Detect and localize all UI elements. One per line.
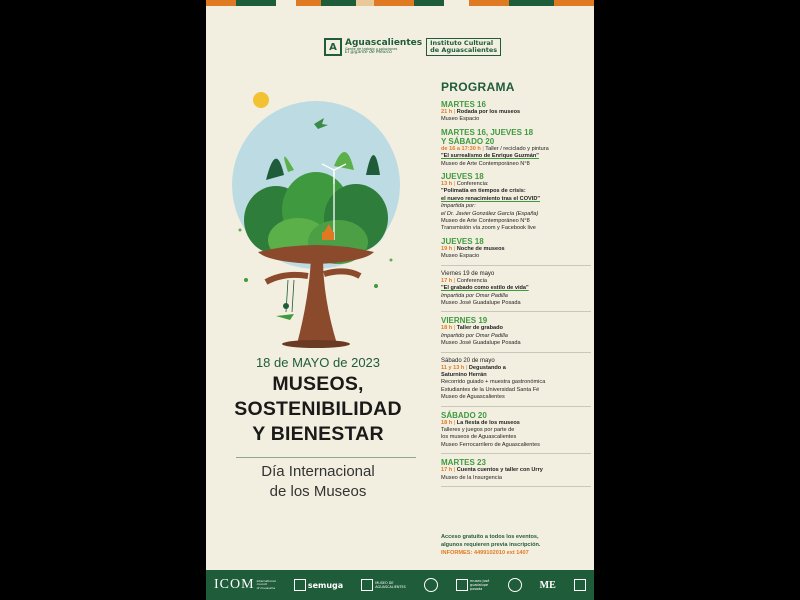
event-text: Transmisión vía zoom y Facebook live — [441, 225, 536, 232]
event-line — [441, 442, 591, 449]
event-line — [441, 467, 591, 474]
stripe-segment — [356, 0, 374, 6]
event-text: Museo José Guadalupe Posada — [441, 299, 521, 306]
time-separator: | — [452, 277, 457, 284]
event-time: 17 h — [441, 467, 453, 474]
event-separator — [441, 406, 591, 407]
event-line — [441, 340, 591, 347]
event-text: Museo Espacio — [441, 116, 480, 123]
event-text: Taller de grabado — [456, 325, 503, 332]
event-text: Conferencia: — [456, 181, 489, 188]
event-line — [441, 427, 591, 434]
event-line — [441, 475, 591, 482]
time-separator: | — [452, 181, 457, 188]
event-text: Saturnino Herrán — [441, 371, 487, 378]
round-emblem-icon — [424, 578, 438, 592]
event-text: Degustando a — [468, 364, 506, 371]
event-day: JUEVES 18 — [441, 172, 484, 182]
semuga-name: semuga — [307, 580, 344, 590]
stripe-segment — [296, 0, 321, 6]
informes-label: INFORMES: — [441, 550, 473, 556]
stripe-segment — [444, 0, 469, 6]
event-separator — [441, 311, 591, 312]
event-day: MARTES 23 — [441, 458, 486, 468]
event-line — [441, 161, 591, 168]
event-text: Impartida por Omar Padilla — [441, 292, 508, 299]
event-time: 13 h — [441, 181, 453, 188]
event-line — [441, 225, 591, 232]
museo-ags-mark-icon — [361, 579, 373, 591]
subtitle-line-2: de los Museos — [269, 483, 367, 500]
event-day: SÁBADO 20 — [441, 410, 487, 420]
event-text: Noche de museos — [456, 245, 505, 252]
event-text: Museo de Aguascalientes — [441, 394, 505, 401]
access-line-1: Acceso gratuito a todos los eventos, — [441, 534, 539, 540]
event-text: los museos de Aguascalientes — [441, 434, 517, 441]
top-color-stripe — [206, 0, 594, 6]
swing-child-icon — [276, 280, 294, 320]
instituto-line2: de Aguascalientes — [430, 46, 498, 54]
event-day: VIERNES 19 — [441, 316, 488, 326]
subtitle — [206, 462, 430, 502]
event-time: 17 h — [441, 277, 453, 284]
event-line — [441, 434, 591, 441]
event-line — [441, 181, 591, 188]
event-line — [441, 218, 591, 225]
event-line — [441, 188, 591, 195]
event-text: Conferencia — [456, 277, 487, 284]
museum-round-logo — [424, 578, 438, 592]
event-text: "Polimatía en tiempos de crisis: — [441, 188, 526, 195]
event-day: Y SÁBADO 20 — [441, 136, 495, 146]
program-event — [441, 411, 591, 450]
posada-line-3: posada — [470, 587, 483, 591]
event-line — [441, 379, 591, 386]
me-mark: ME — [539, 579, 556, 591]
building-icon — [574, 579, 586, 591]
event-text: Recorrido guiado + muestra gastronómica — [441, 379, 546, 386]
instituto-cultural-logo — [426, 38, 501, 56]
event-line — [441, 293, 591, 300]
event-separator — [441, 453, 591, 454]
time-separator: | — [480, 145, 486, 152]
event-line — [441, 109, 591, 116]
event-text: Museo de la Insurgencia — [441, 474, 502, 481]
informes-phone: 4499102010 ext 1407 — [473, 550, 529, 556]
aguascalientes-logo — [324, 38, 422, 56]
event-text: Rodada por los museos — [456, 109, 521, 115]
program-section — [441, 80, 591, 491]
event-text: Museo José Guadalupe Posada — [441, 340, 521, 347]
aguascalientes-logo-tagline: Gente de trabajo y soluciones — [345, 46, 398, 51]
event-text: el nuevo renacimiento tras el COVID" — [441, 195, 541, 202]
stripe-segment — [236, 0, 276, 6]
icom-name: ICOM — [214, 577, 255, 592]
museo-ags-line-2: AGUASCALIENTES — [375, 585, 406, 589]
event-day: Viernes 19 de mayo — [441, 270, 495, 277]
access-line-2: algunos requieren previa inscripción. — [441, 542, 541, 548]
seal-logo — [508, 578, 522, 592]
time-separator: | — [452, 419, 457, 426]
program-title: PROGRAMA — [441, 80, 515, 94]
program-event — [441, 128, 591, 168]
me-logo — [540, 580, 556, 591]
posada-line-2: guadalupe — [470, 583, 488, 587]
sun-icon — [253, 92, 269, 108]
footer-logos — [206, 570, 594, 600]
event-text: Museo Ferrocarrilero de Aguascalientes — [441, 441, 540, 448]
instituto-line1: Instituto Cultural — [430, 39, 494, 48]
aguascalientes-emblem-icon: A — [324, 38, 342, 56]
seal-emblem-icon — [508, 578, 522, 592]
time-separator: | — [452, 467, 457, 474]
event-line — [441, 325, 591, 332]
icom-sub-1: international — [256, 578, 276, 583]
event-time: 19 h — [441, 245, 453, 252]
time-separator: | — [452, 325, 457, 332]
stripe-segment — [321, 0, 356, 6]
museo-aguascalientes-logo — [361, 579, 405, 591]
program-event — [441, 458, 591, 482]
event-separator — [441, 486, 591, 487]
posada-logo — [456, 579, 489, 591]
program-event — [441, 270, 591, 308]
program-event — [441, 357, 591, 402]
headline-line-1: MUSEOS, — [272, 373, 364, 395]
informes-line — [441, 549, 591, 557]
stripe-segment — [509, 0, 554, 6]
event-text: Cuenta cuentos y taller con Urry — [456, 467, 543, 474]
title-divider — [236, 457, 416, 458]
program-event — [441, 316, 591, 347]
event-day: Sábado 20 de mayo — [441, 357, 495, 364]
event-text: Talleres y juegos por parte de — [441, 426, 515, 433]
tree-globe-illustration — [216, 80, 416, 350]
aguascalientes-logo-name: Aguascalientes — [345, 37, 423, 48]
event-line — [441, 394, 591, 401]
event-line — [441, 203, 591, 210]
headline — [206, 372, 430, 447]
event-day: JUEVES 18 — [441, 236, 484, 246]
tree-trunk — [266, 258, 360, 348]
stripe-segment — [374, 0, 414, 6]
event-text: Impartido por Omar Padilla — [441, 332, 508, 339]
event-line — [441, 253, 591, 260]
aguascalientes-logo-slogan: El gigante de México — [345, 50, 392, 55]
icom-sub-3: of museums — [256, 585, 276, 590]
program-events — [441, 100, 591, 487]
semuga-logo — [294, 579, 343, 591]
event-line — [441, 285, 591, 292]
access-info — [441, 533, 591, 557]
event-line — [441, 278, 591, 285]
event-poster — [206, 0, 594, 600]
event-line — [441, 246, 591, 253]
subtitle-line-1: Día Internacional — [261, 463, 375, 480]
event-text: Museo Espacio — [441, 253, 480, 260]
event-day: MARTES 16 — [441, 100, 486, 109]
posada-mark-icon — [456, 579, 468, 591]
event-day: MARTES 16, JUEVES 18 — [441, 127, 534, 137]
time-separator: | — [464, 364, 469, 371]
time-separator: | — [452, 245, 457, 252]
program-event — [441, 237, 591, 261]
event-time: 18 h — [441, 419, 453, 426]
event-time: 21 h — [441, 109, 453, 115]
event-time: 11 y 13 h — [441, 364, 465, 371]
event-text: Museo de Arte Contemporáneo N°8 — [441, 160, 530, 167]
stripe-segment — [414, 0, 444, 6]
event-text: Museo de Arte Contemporáneo N°8 — [441, 218, 530, 225]
event-time: 18 h — [441, 325, 453, 332]
program-event — [441, 172, 591, 233]
event-separator — [441, 265, 591, 266]
event-time: de 16 a 17:30 h — [441, 145, 481, 152]
event-line — [441, 146, 591, 153]
event-line — [441, 333, 591, 340]
headline-line-3: Y BIENESTAR — [252, 423, 384, 445]
time-separator: | — [452, 109, 457, 115]
event-line — [441, 372, 591, 379]
event-line — [441, 300, 591, 307]
headline-line-2: SOSTENIBILIDAD — [234, 398, 402, 420]
museo-ags-line-1: MUSEO DE — [375, 581, 394, 585]
event-text: Impartida por: — [441, 203, 476, 210]
event-date: 18 de MAYO de 2023 — [255, 355, 381, 370]
event-line — [441, 211, 591, 218]
event-separator — [441, 352, 591, 353]
event-text: Taller / reciclado y pintura — [485, 145, 549, 152]
event-text: "El grabado como estilo de vida" — [441, 285, 529, 292]
icom-logo — [214, 577, 276, 593]
event-text: Estudiantes de la Universidad Santa Fé — [441, 386, 540, 393]
event-line — [441, 365, 591, 372]
stripe-segment — [276, 0, 296, 6]
event-line — [441, 153, 591, 160]
event-line — [441, 196, 591, 203]
event-line — [441, 116, 591, 123]
program-event — [441, 100, 591, 124]
posada-line-1: museo josé — [470, 579, 490, 583]
top-logos — [324, 38, 501, 56]
event-text: La fiesta de los museos — [456, 419, 520, 426]
event-line — [441, 387, 591, 394]
event-text: "El surrealismo de Enrique Guzmán" — [441, 153, 539, 160]
event-text: el Dr. Javier González García (España) — [441, 210, 539, 217]
stripe-segment — [206, 0, 236, 6]
stripe-segment — [469, 0, 509, 6]
event-line — [441, 420, 591, 427]
semuga-mark-icon — [294, 579, 306, 591]
building-logo — [574, 579, 586, 591]
icom-sub-2: council — [256, 582, 268, 587]
stripe-segment — [554, 0, 594, 6]
